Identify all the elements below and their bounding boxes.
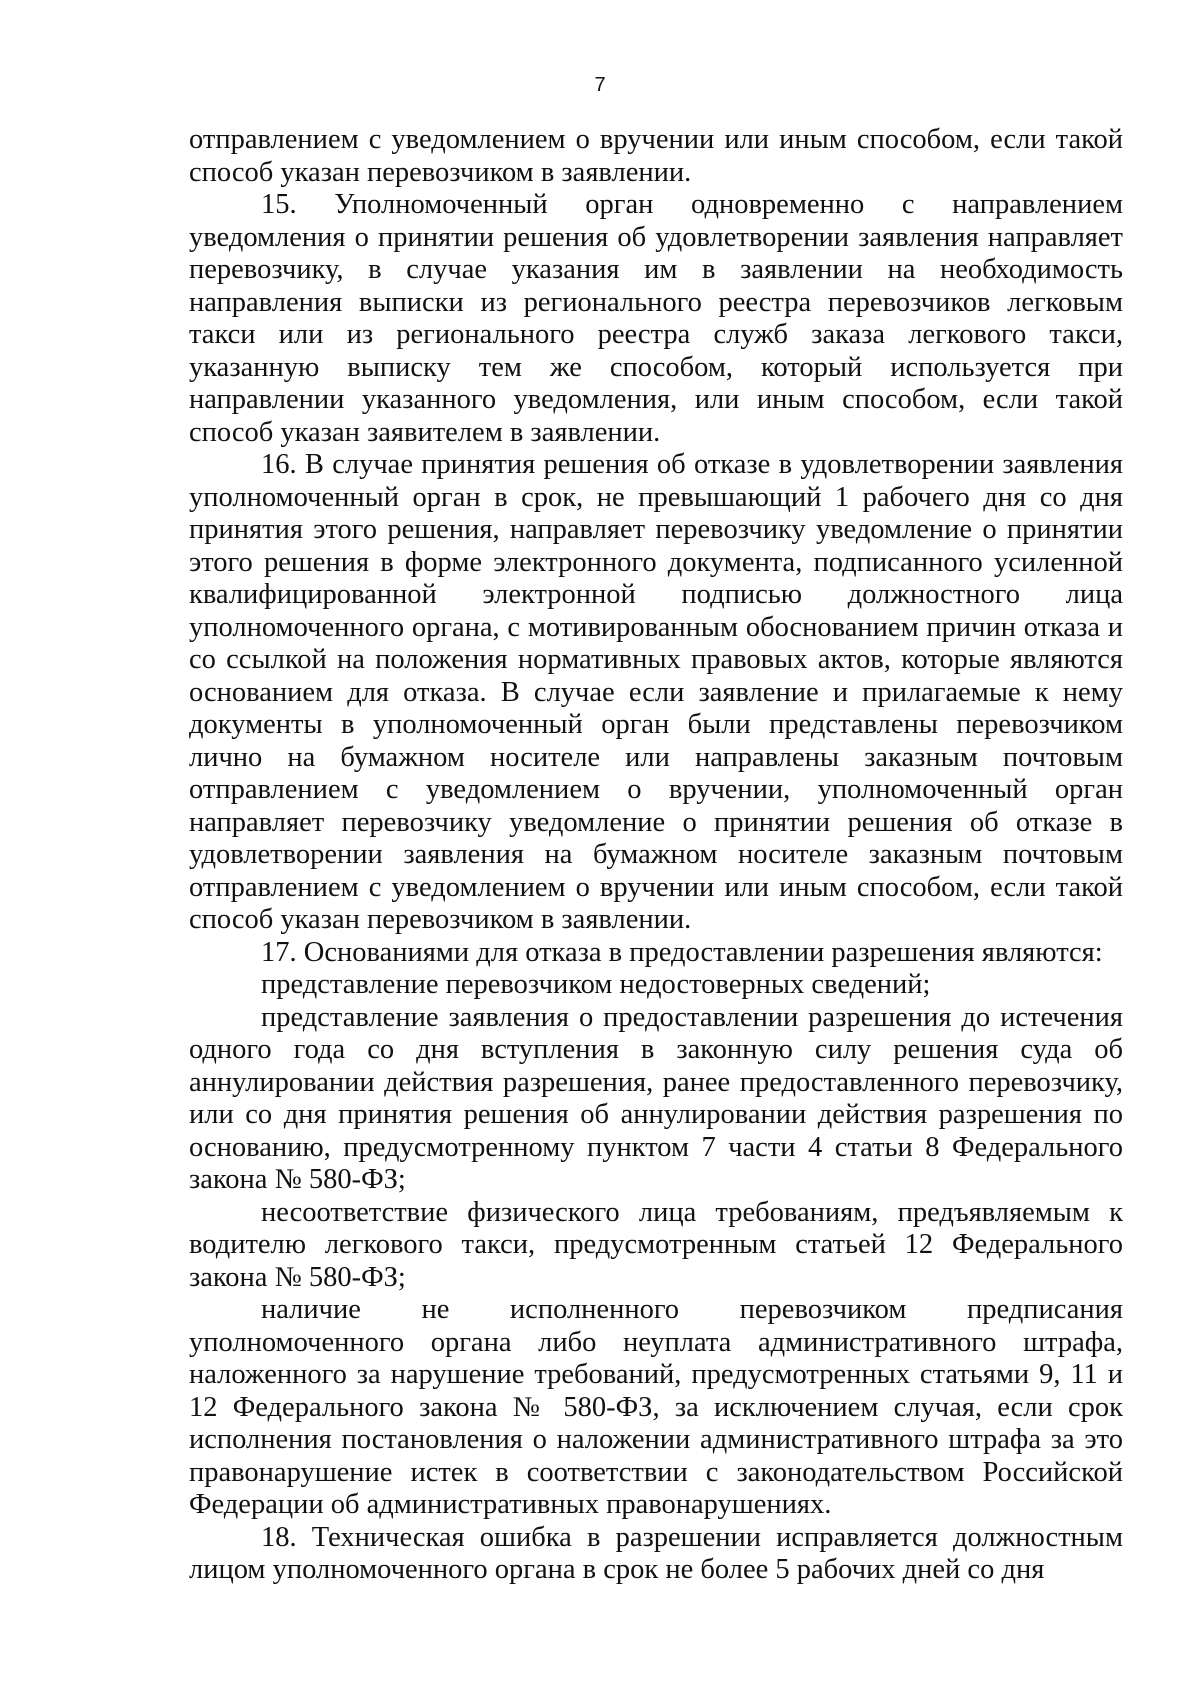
paragraph-item-15: 15. Уполномоченный орган одновременно с направлением уведомления о принятии решения об удовлетворении заявления направляет перевозчику, в случае указания им в заявлении на необходимость направления выписки из регионального реестра перевозчиков легковым такси или из регионального реестра служб заказа легкового такси, указанную выписку тем же способом, который используется при направлении указанного уведомления, или иным способом, если такой способ указан заявителем в заявлении. <box>189 189 1123 448</box>
paragraph-item-17: 17. Основаниями для отказа в предоставлении разрешения являются: <box>261 936 1103 968</box>
refusal-ground-4: наличие не исполненного перевозчиком предписания уполномоченного органа либо неуплата административного штрафа, наложенного за нарушение требований, предусмотренных статьями 9, 11 и 12 Федерального закона № 580-ФЗ, за исключением случая, если срок исполнения постановления о наложении административного штрафа за это правонарушение истек в соответствии с законодательством Российской Федерации об административных правонарушениях. <box>189 1294 1123 1520</box>
refusal-ground-3: несоответствие физического лица требованиям, предъявляемым к водителю легкового такси, предусмотренным статьей 12 Федерального закона № 580-ФЗ; <box>189 1196 1123 1293</box>
document-body <box>189 124 1123 1587</box>
paragraph-continuation: отправлением с уведомлением о вручении или иным способом, если такой способ указан перевозчиком в заявлении. <box>189 124 1123 188</box>
refusal-ground-1: представление перевозчиком недостоверных сведений; <box>261 969 931 1000</box>
refusal-ground-2: представление заявления о предоставлении разрешения до истечения одного года со дня вступления в законную силу решения суда об аннулировании действия разрешения, ранее предоставленного перевозчику, или со дня принятия решения об аннулировании действия разрешения по основанию, предусмотренному пунктом 7 части 4 статьи 8 Федерального закона № 580-ФЗ; <box>189 1001 1123 1195</box>
page-number: 7 <box>594 74 606 96</box>
paragraph-item-16: 16. В случае принятия решения об отказе в удовлетворении заявления уполномоченный орган в срок, не превышающий 1 рабочего дня со дня принятия этого решения, направляет перевозчику уведомление о принятии этого решения в форме электронного документа, подписанного усиленной квалифицированной электронной подписью должностного лица уполномоченного органа, с мотивированным обоснованием причин отказа и со ссылкой на положения нормативных правовых актов, которые являются основанием для отказа. В случае если заявление и прилагаемые к нему документы в уполномоченный орган были представлены перевозчиком лично на бумажном носителе или направлены заказным почтовым отправлением с уведомлением о вручении, уполномоченный орган направляет перевозчику уведомление о принятии решения об отказе в удовлетворении заявления на бумажном носителе заказным почтовым отправлением с уведомлением о вручении или иным способом, если такой способ указан перевозчиком в заявлении. <box>189 449 1123 935</box>
paragraph-item-18: 18. Техническая ошибка в разрешении исправляется должностным лицом уполномоченного органа в срок не более 5 рабочих дней со дня <box>189 1521 1123 1585</box>
